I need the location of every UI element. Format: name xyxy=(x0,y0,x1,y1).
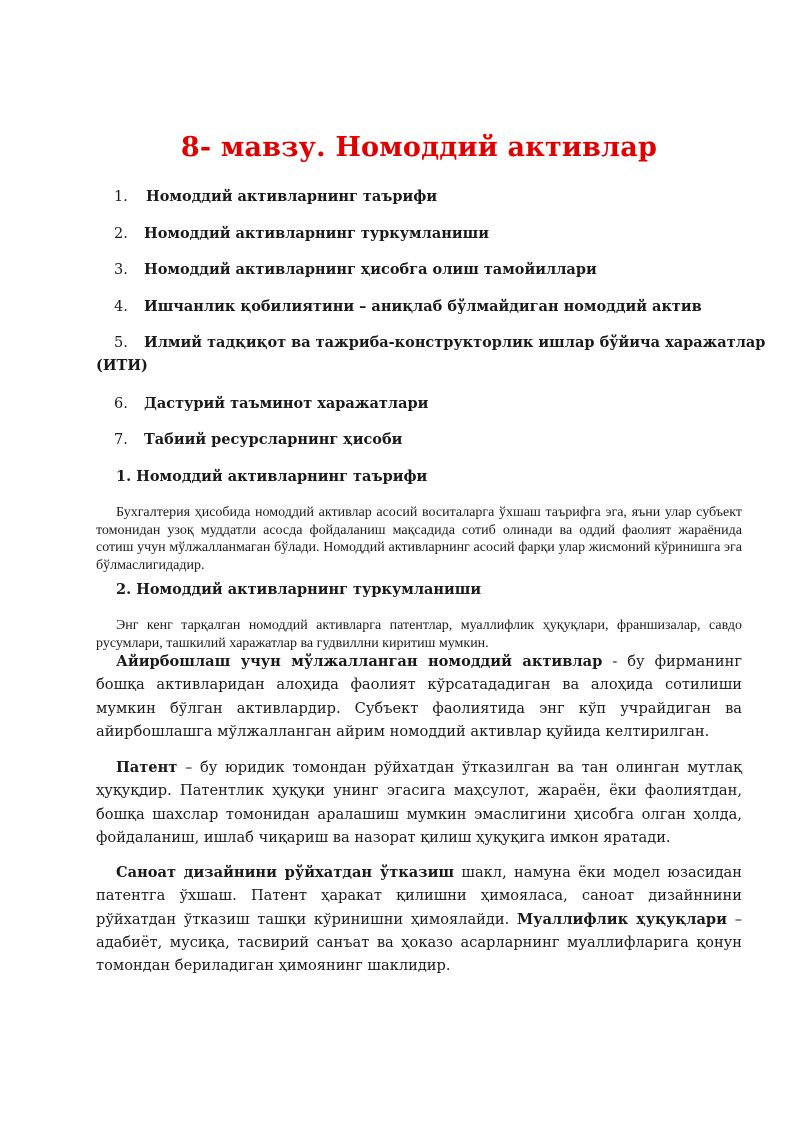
toc-text: Дастурий таъминот харажатлари xyxy=(144,395,429,412)
term-industrial-design: Саноат дизайнини рўйхатдан ўтказиш xyxy=(116,864,455,881)
toc-number: 4. xyxy=(114,299,128,315)
paragraph-body-end: – адабиёт, мусиқа, тасвирий санъат ва ҳоказо асарларнинг муаллифларига қонун томондан бериладиган ҳимоянинг шаклидир. xyxy=(96,910,742,975)
toc-number: 3. xyxy=(114,262,128,278)
toc-text: Табиий ресурсларнинг ҳисоби xyxy=(144,431,403,448)
term-patent: Патент xyxy=(116,759,178,776)
section-1-text: Бухгалтерия ҳисобида номоддий активлар асосий воситаларга ўхшаш таърифга эга, яъни улар субъект томонидан узоқ муддатли асосда фойдаланиш мақсадида сотиб олинади ва оддий фаолият жараёнида сотиш учун мўлжалланмаган бўлади. Номоддий активларнинг асосий фарқи улар жисмоний кўринишга эга бўлмаслигидадир. xyxy=(96,505,742,573)
toc-item-7 xyxy=(114,431,402,448)
term-exchangeable-assets: Айирбошлаш учун мўлжалланган номоддий активлар xyxy=(116,653,603,670)
toc-text: Номоддий активларнинг таърифи xyxy=(146,188,438,205)
paragraph-patent xyxy=(96,756,742,849)
paragraph-industrial-design xyxy=(96,861,742,977)
toc-number: 6. xyxy=(114,396,128,412)
section-1-heading: 1. Номоддий активларнинг таърифи xyxy=(116,468,428,485)
toc-item-1 xyxy=(114,188,437,205)
section-2-heading: 2. Номоддий активларнинг туркумланиши xyxy=(116,581,482,598)
toc-text: Илмий тадқиқот ва тажриба-конструкторлик ишлар бўйича харажатлар xyxy=(144,334,766,351)
toc-number: 7. xyxy=(114,432,128,448)
toc-number: 2. xyxy=(114,226,128,242)
paragraph-body: - бу фирманинг бошқа активларидан алоҳида фаолият кўрсатададиган ва алоҳида сотилиши мумкин бўлган активлардир. Субъект фаолиятида энг кўп учрайдиган ва айирбошлашга мўлжалланган айрим номоддий активлар қуйида келтирилган. xyxy=(96,653,743,740)
term-copyright: Муаллифлик ҳуқуқлари xyxy=(516,910,727,928)
toc-item-3 xyxy=(114,261,597,278)
paragraph-body: – бу юридик томондан рўйхатдан ўтказилган ва тан олинган мутлақ ҳуқуқдир. Патентлик ҳуқуқи унинг эгасига маҳсулот, жараён, ёки фаолиятдан, бошқа шахслар томонидан аралашиш мумкин эмаслигини ҳисобга олган ҳолда, фойдаланиш, ишлаб чиқариш ва назорат қилиш ҳуқуқига имкон яратади. xyxy=(96,759,742,846)
toc-item-5-continuation: (ИТИ) xyxy=(96,357,148,374)
toc-text: Номоддий активларнинг ҳисобга олиш тамойиллари xyxy=(144,261,597,278)
page-title: 8- мавзу. Номоддий активлар xyxy=(180,132,658,163)
paragraph-exchangeable-assets xyxy=(96,650,742,743)
toc-item-6 xyxy=(114,395,428,412)
toc-number: 1. xyxy=(114,189,128,205)
toc-text: Ишчанлик қобилиятини – аниқлаб бўлмайдиган номоддий актив xyxy=(144,298,702,315)
paragraph-body: шакл, намуна ёки модел юзасидан патентга ўхшаш. Патент ҳаракат қилишни ҳимояласа, саноат дизайннини рўйхатдан ўтказиш ташқи кўринишни ҳимоялайди. xyxy=(96,864,742,928)
toc-number: 5. xyxy=(114,335,128,351)
toc-text: Номоддий активларнинг туркумланиши xyxy=(144,225,489,242)
toc-item-2 xyxy=(114,225,489,242)
toc-item-4 xyxy=(114,298,702,315)
toc-item-5 xyxy=(114,334,765,351)
section-2-text: Энг кенг тарқалган номоддий активларга патентлар, муаллифлик ҳуқуқлари, франшизалар, савдо русумлари, ташкилий харажатлар ва гудвиллни киритиш мумкин. xyxy=(96,618,742,651)
